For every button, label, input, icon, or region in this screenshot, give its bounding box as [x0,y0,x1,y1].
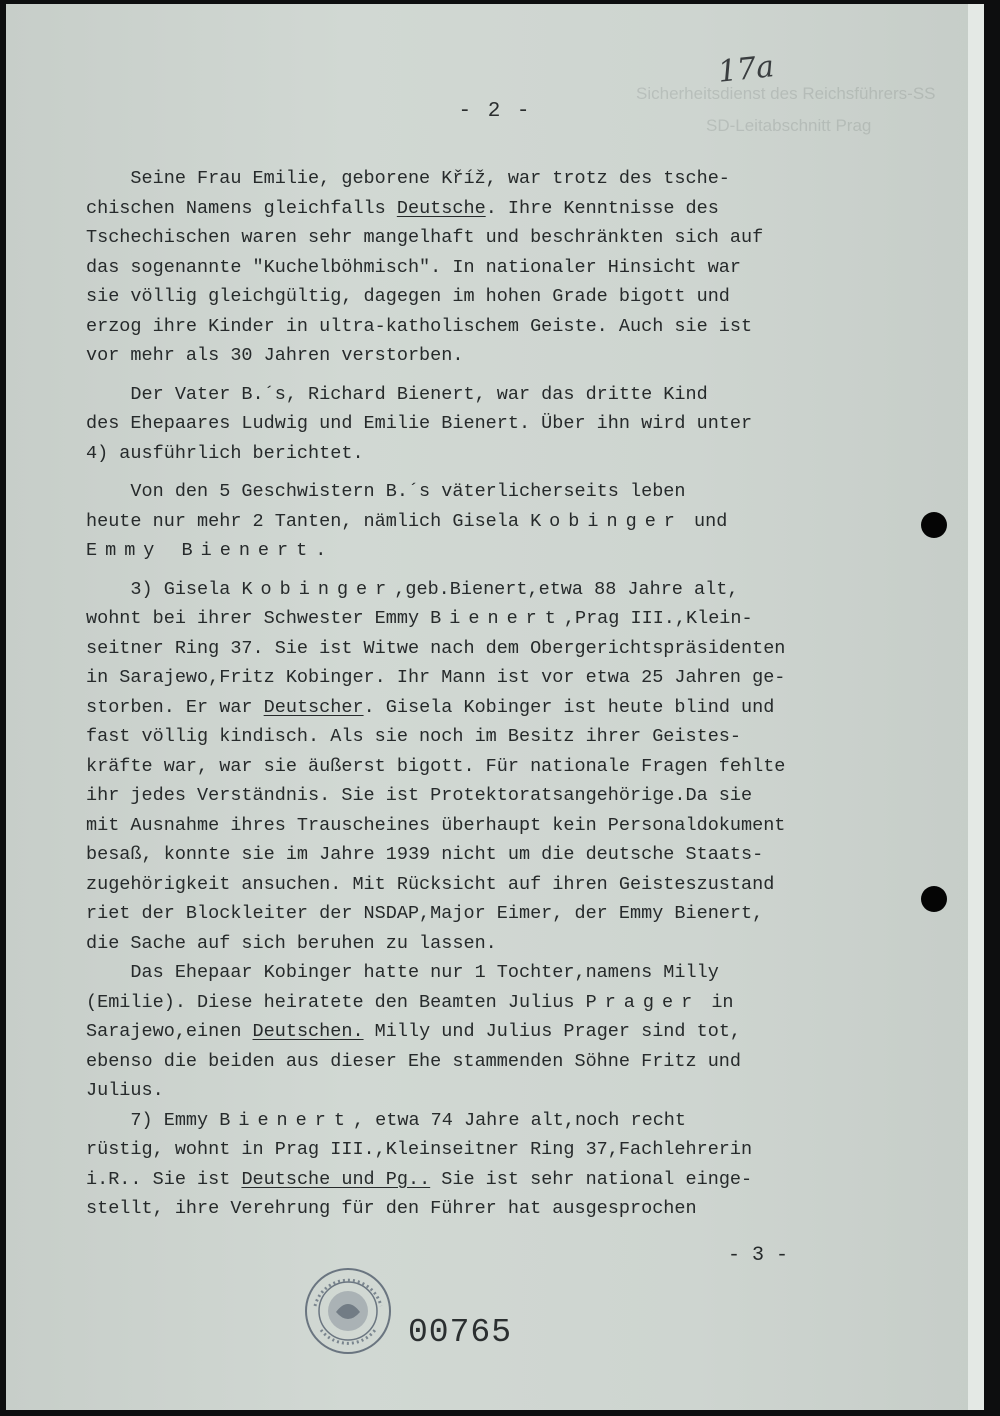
next-page-marker: - 3 - [728,1244,789,1267]
text-run: Das Ehepaar Kobinger hatte nur 1 Tochter,namens Milly [86,962,719,983]
page-number: - 2 - [458,100,532,123]
text-run: Der Vater B.´s, Richard Bienert, war das dritte Kind [86,383,708,405]
text-run: Tschechischen waren sehr mangelhaft und beschränkten sich auf [86,227,764,248]
spaced-name: Emmy Bienert [86,540,316,561]
text-line [86,752,846,782]
text-run: rüstig, wohnt in Prag III.,Kleinseitner Ring 37,Fachlehrerin [86,1139,753,1160]
underlined-text: Deutscher [263,696,364,718]
paragraph-gap [86,371,846,380]
text-run: und [682,510,728,532]
text-line [86,604,846,634]
text-line [86,958,846,988]
text-run: 4) ausführlich berichtet. [86,442,364,464]
text-run: Sarajewo,einen [86,1021,253,1042]
text-run: heute nur mehr 2 Tanten, nämlich Gisela [86,510,531,532]
text-line [86,899,846,929]
underlined-text: Deutsche und Pg.. [241,1168,431,1190]
text-run: zugehörigkeit ansuchen. Mit Rücksicht auf ihren Geisteszustand [86,873,775,895]
text-line [86,693,846,723]
text-line [86,536,846,566]
text-line [86,477,846,507]
archive-number: 00765 [408,1314,513,1351]
faded-heading-2: SD-Leitabschnitt Prag [706,116,872,135]
text-run: kräfte war, war sie äußerst bigott. Für nationale Fragen fehlte [86,755,786,777]
text-line [86,409,846,439]
text-run: besaß, konnte sie im Jahre 1939 nicht um die deutsche Staats- [86,844,764,865]
text-line [86,1194,846,1224]
text-line [86,575,846,605]
text-line [86,870,846,900]
text-run: . Ihre Kenntnisse des [485,197,719,219]
text-line [86,439,846,469]
text-run: storben. Er war [86,696,264,718]
text-line [86,929,846,959]
text-run: des Ehepaares Ludwig und Emilie Bienert. Über ihn wird unter [86,413,753,434]
text-line [86,164,846,194]
spaced-name: Kobinger [530,510,683,532]
text-run: erzog ihre Kinder in ultra-katholischem Geiste. Auch sie ist [86,315,753,337]
punch-hole-upper [921,512,947,538]
text-line [86,1076,846,1106]
text-run: vor mehr als 30 Jahren verstorben. [86,345,464,366]
text-run: ebenso die beiden aus dieser Ehe stammenden Söhne Fritz und [86,1050,742,1072]
text-run: stellt, ihre Verehrung für den Führer hat ausgesprochen [86,1198,697,1219]
spaced-name: Bienert [219,1109,353,1131]
spaced-name: Bienert [430,608,564,629]
text-run: . [315,540,327,561]
text-run: (Emilie). Diese heiratete den Beamten Julius [86,991,586,1013]
text-line [86,663,846,693]
typed-letter-body [86,164,846,1224]
text-line [86,282,846,312]
text-run: i.R.. Sie ist [86,1168,242,1190]
text-line [86,1047,846,1077]
punch-hole-lower [921,886,947,912]
text-line [86,253,846,283]
faded-heading-1: Sicherheitsdienst des Reichsführers-SS [636,84,936,103]
text-line [86,781,846,811]
text-run: Von den 5 Geschwistern B.´s väterlicherseits leben [86,481,686,502]
text-run: chischen Namens gleichfalls [86,197,397,219]
underlined-text: Deutschen. [252,1021,364,1042]
paragraph-gap [86,566,846,575]
text-line [86,507,846,537]
text-run: Seine Frau Emilie, geborene Kříž, war trotz des tsche- [86,168,730,189]
underlined-text: Deutsche [396,197,486,219]
folio-number: 17a [716,49,776,90]
text-run: in Sarajewo,Fritz Kobinger. Ihr Mann ist vor etwa 25 Jahren ge- [86,667,786,688]
spaced-name: Kobinger [241,578,395,600]
text-run: fast völlig kindisch. Als sie noch im Besitz ihrer Geistes- [86,726,742,747]
text-line [86,722,846,752]
spaced-name: Prager [585,991,701,1013]
text-run: , etwa 74 Jahre alt,noch recht [352,1109,687,1131]
document-sheet [6,4,984,1410]
paper-edge [968,4,984,1410]
text-run: das sogenannte "Kuchelböhmisch". In nationaler Hinsicht war [86,256,742,278]
text-line [86,840,846,870]
text-line [86,811,846,841]
text-run: mit Ausnahme ihres Trauscheines überhaupt kein Personaldokument [86,814,786,836]
text-run: sie völlig gleichgültig, dagegen im hohen Grade bigott und [86,286,730,307]
text-run: wohnt bei ihrer Schwester Emmy [86,608,431,629]
text-line [86,1165,846,1195]
text-run: . Gisela Kobinger ist heute blind und [363,696,775,718]
text-run: ,Prag III.,Klein- [563,608,753,629]
text-line [86,988,846,1018]
archive-seal-stamp [303,1266,393,1356]
text-line [86,1017,846,1047]
text-line [86,1106,846,1136]
paragraph-gap [86,468,846,477]
text-line [86,341,846,371]
text-run: Sie ist sehr national einge- [430,1168,753,1190]
text-line [86,1135,846,1165]
text-line [86,380,846,410]
text-run: in [700,991,734,1013]
text-line [86,223,846,253]
text-run: seitner Ring 37. Sie ist Witwe nach dem Obergerichtspräsidenten [86,637,786,659]
text-line [86,312,846,342]
text-line [86,634,846,664]
text-run: riet der Blockleiter der NSDAP,Major Eimer, der Emmy Bienert, [86,903,764,924]
text-run: Julius. [86,1080,164,1101]
text-run: ihr jedes Verständnis. Sie ist Protektoratsangehörige.Da sie [86,785,753,806]
text-line [86,194,846,224]
text-run: 3) Gisela [86,578,242,600]
text-run: die Sache auf sich beruhen zu lassen. [86,932,497,954]
text-run: ,geb.Bienert,etwa 88 Jahre alt, [394,578,739,600]
text-run: 7) Emmy [86,1109,220,1131]
text-run: Milly und Julius Prager sind tot, [363,1021,742,1042]
